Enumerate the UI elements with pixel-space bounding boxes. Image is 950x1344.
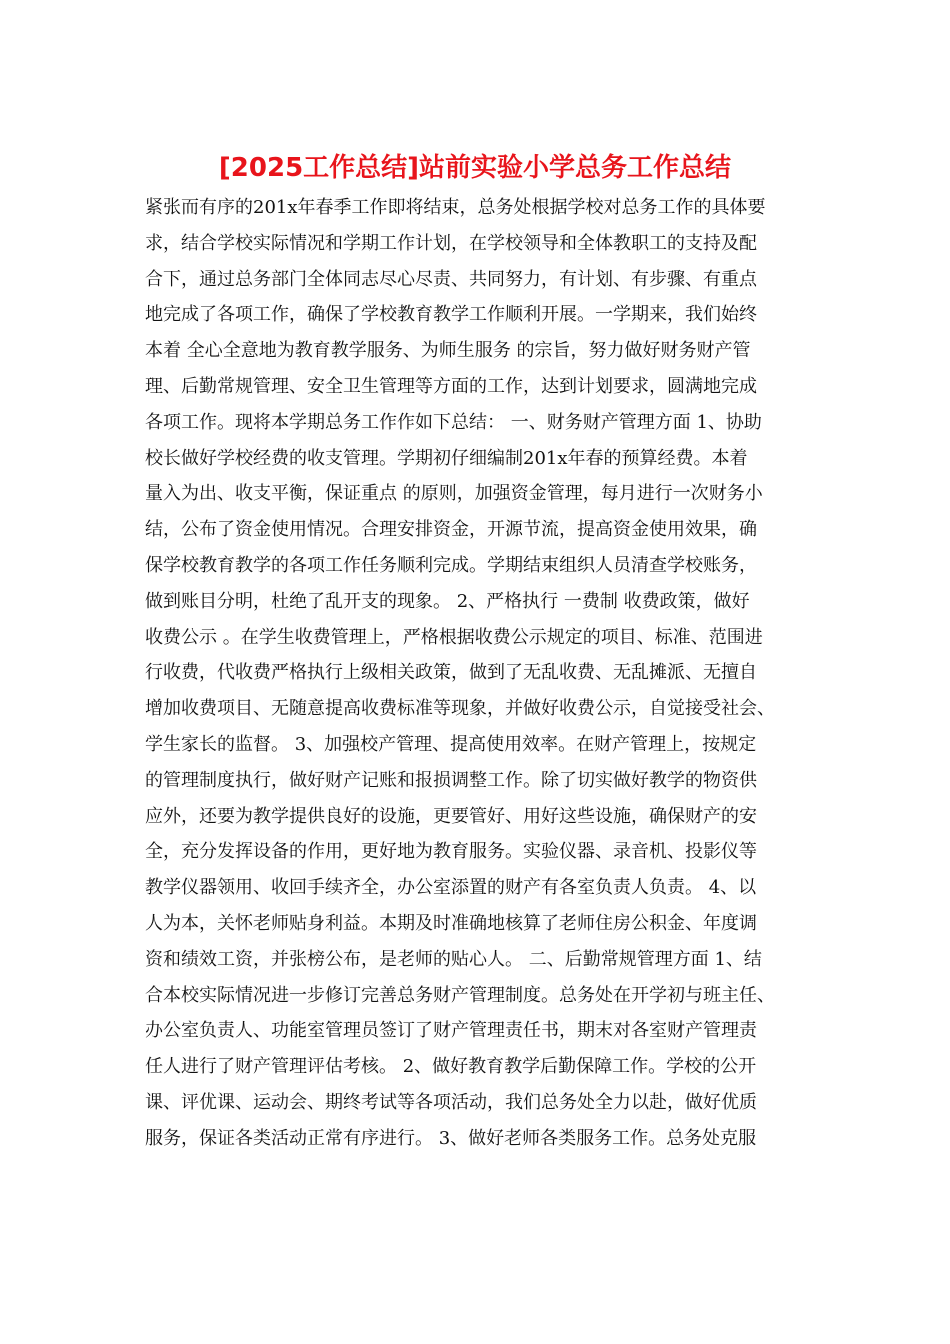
document-title: [2025工作总结]站前实验小学总务工作总结 — [218, 153, 732, 183]
body-line: 做到账目分明，杜绝了乱开支的现象。 2、严格执行 一费制 收费政策，做好 — [145, 590, 750, 612]
body-line: 服务，保证各类活动正常有序进行。 3、做好老师各类服务工作。总务处克服 — [145, 1127, 757, 1149]
body-line: 理、后勤常规管理、安全卫生管理等方面的工作，达到计划要求，圆满地完成 — [145, 375, 757, 397]
document-body — [145, 190, 825, 1157]
body-line: 教学仪器领用、收回手续齐全，办公室添置的财产有各室负责人负责。 4、以 — [145, 877, 757, 899]
body-line: 保学校教育教学的各项工作任务顺利完成。学期结束组织人员清查学校账务， — [145, 554, 757, 576]
body-line: 学生家长的监督。 3、加强校产管理、提高使用效率。在财产管理上，按规定 — [145, 733, 757, 755]
body-line: 办公室负责人、功能室管理员签订了财产管理责任书，期末对各室财产管理责 — [145, 1020, 757, 1042]
body-line: 的管理制度执行，做好财产记账和报损调整工作。除了切实做好教学的物资供 — [145, 769, 757, 791]
body-line: 增加收费项目、无随意提高收费标准等现象，并做好收费公示，自觉接受社会、 — [145, 698, 775, 720]
body-line: 各项工作。现将本学期总务工作作如下总结： 一、财务财产管理方面 1、协助 — [145, 411, 762, 433]
body-line: 量入为出、收支平衡，保证重点 的原则，加强资金管理，每月进行一次财务小 — [145, 483, 763, 505]
body-line: 全，充分发挥设备的作用，更好地为教育服务。实验仪器、录音机、投影仪等 — [145, 841, 757, 863]
body-line: 合本校实际情况进一步修订完善总务财产管理制度。总务处在开学初与班主任、 — [145, 984, 775, 1006]
body-line: 人为本，关怀老师贴身利益。本期及时准确地核算了老师住房公积金、年度调 — [145, 912, 757, 934]
body-line: 结，公布了资金使用情况。合理安排资金，开源节流，提高资金使用效果，确 — [145, 519, 757, 541]
body-line: 应外，还要为教学提供良好的设施，更要管好、用好这些设施，确保财产的安 — [145, 805, 757, 827]
body-line: 资和绩效工资，并张榜公布，是老师的贴心人。 二、后勤常规管理方面 1、结 — [145, 948, 762, 970]
body-line: 校长做好学校经费的收支管理。学期初仔细编制201x年春的预算经费。本着 — [145, 447, 748, 469]
body-line: 收费公示 。在学生收费管理上，严格根据收费公示规定的项目、标准、范围进 — [145, 626, 763, 648]
body-line: 本着 全心全意地为教育教学服务、为师生服务 的宗旨，努力做好财务财产管 — [145, 340, 751, 362]
body-line: 课、评优课、运动会、期终考试等各项活动，我们总务处全力以赴，做好优质 — [145, 1091, 757, 1113]
body-line: 任人进行了财产管理评估考核。 2、做好教育教学后勤保障工作。学校的公开 — [145, 1056, 757, 1078]
body-line: 行收费，代收费严格执行上级相关政策，做到了无乱收费、无乱摊派、无擅自 — [145, 662, 757, 684]
body-line: 求，结合学校实际情况和学期工作计划，在学校领导和全体教职工的支持及配 — [145, 232, 757, 254]
body-line: 紧张而有序的201x年春季工作即将结束，总务处根据学校对总务工作的具体要 — [145, 197, 766, 218]
body-line: 合下，通过总务部门全体同志尽心尽责、共同努力，有计划、有步骤、有重点 — [145, 268, 757, 290]
body-line: 地完成了各项工作，确保了学校教育教学工作顺利开展。一学期来，我们始终 — [145, 304, 757, 326]
